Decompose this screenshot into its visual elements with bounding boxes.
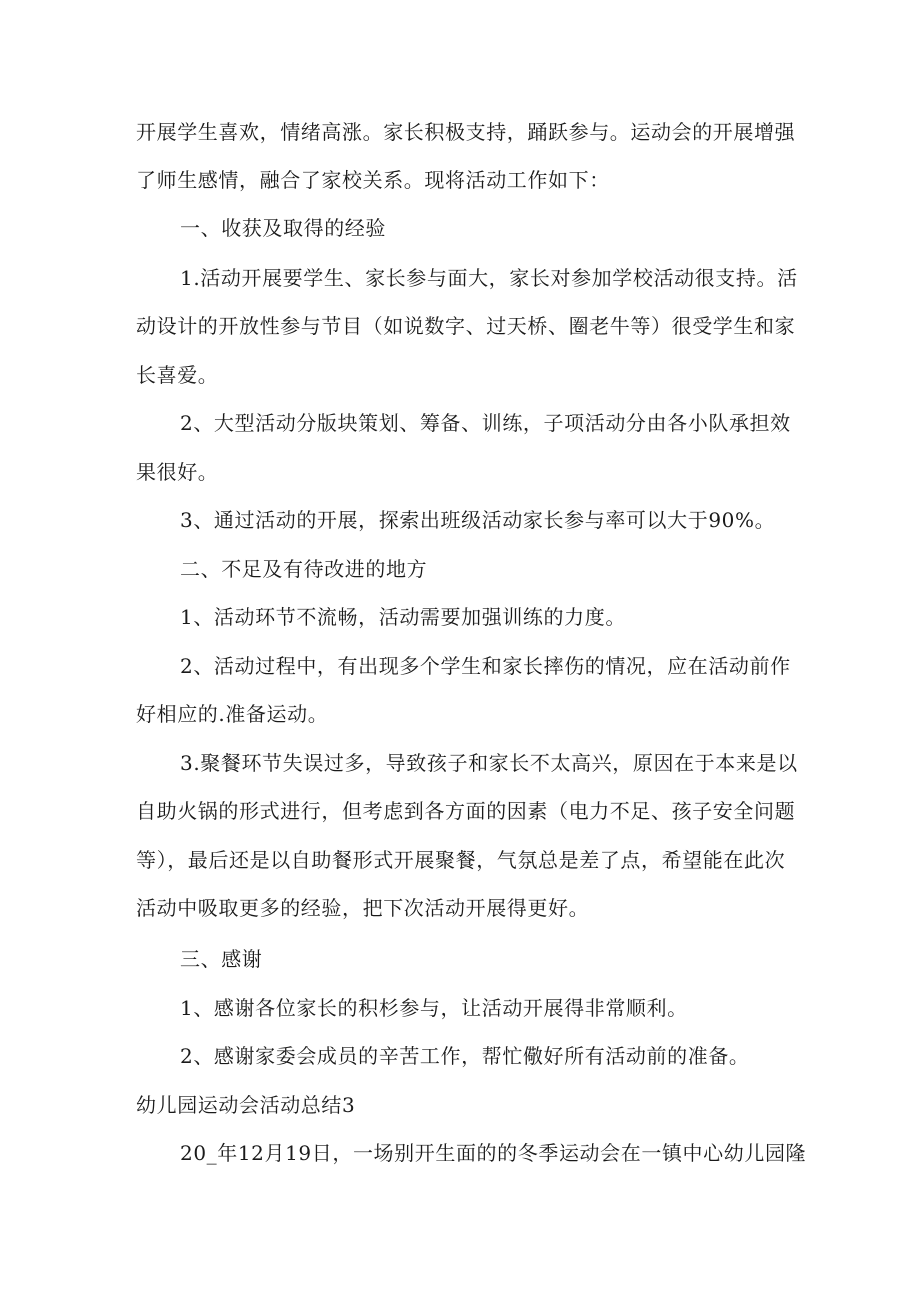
paragraph-line-16: 等），最后还是以自助餐形式开展聚餐，气氛总是差了点，希望能在此次 (136, 848, 786, 872)
section-heading-thanks: 三、感谢 (180, 947, 263, 971)
section-heading-gains: 一、收获及取得的经验 (180, 216, 386, 240)
section-heading-shortcomings: 二、不足及有待改进的地方 (180, 557, 428, 581)
paragraph-line-11: 1、活动环节不流畅，活动需要加强训练的力度。 (180, 605, 626, 629)
paragraph-line-13: 好相应的.准备运动。 (136, 702, 329, 726)
paragraph-line-7: 2、大型活动分版块策划、筹备、训练，子项活动分由各小队承担效 (180, 411, 791, 435)
paragraph-line-8: 果很好。 (136, 460, 219, 484)
paragraph-line-20: 2、感谢家委会成员的辛苦工作，帮忙儆好所有活动前的准备。 (180, 1044, 750, 1068)
paragraph-line-19: 1、感谢各位家长的积杉参与，让活动开展得非常顺利。 (180, 996, 688, 1020)
paragraph-line-9: 3、通过活动的开展，探索出班级活动家长参与率可以大于90%。 (180, 508, 776, 532)
paragraph-line-12: 2、活动过程中，有出现多个学生和家长摔伤的情况，应在活动前作 (180, 654, 791, 678)
document-title: 幼儿园运动会活动总结3 (136, 1093, 356, 1117)
paragraph-line-22: 20_年12月19日，一场别开生面的的冬季运动会在一镇中心幼儿园隆 (180, 1141, 807, 1165)
paragraph-line-1: 开展学生喜欢，情绪高涨。家长积极支持，踊跃参与。运动会的开展增强 (136, 120, 796, 144)
paragraph-line-5: 动设计的开放性参与节目（如说数字、过天桥、圈老牛等）很受学生和家 (136, 314, 796, 338)
paragraph-line-17: 活动中吸取更多的经验，把下次活动开展得更好。 (136, 896, 590, 920)
paragraph-line-2: 了师生感情，融合了家校关系。现将活动工作如下： (136, 168, 610, 192)
paragraph-line-15: 自助火锅的形式进行，但考虑到各方面的因素（电力不足、孩子安全问题 (136, 799, 796, 823)
paragraph-line-6: 长喜爱。 (136, 363, 219, 387)
paragraph-line-4: 1.活动开展要学生、家长参与面大，家长对参加学校活动很支持。活 (180, 266, 798, 290)
paragraph-line-14: 3.聚餐环节失误过多，导致孩子和家长不太高兴，原因在于本来是以 (180, 751, 798, 775)
